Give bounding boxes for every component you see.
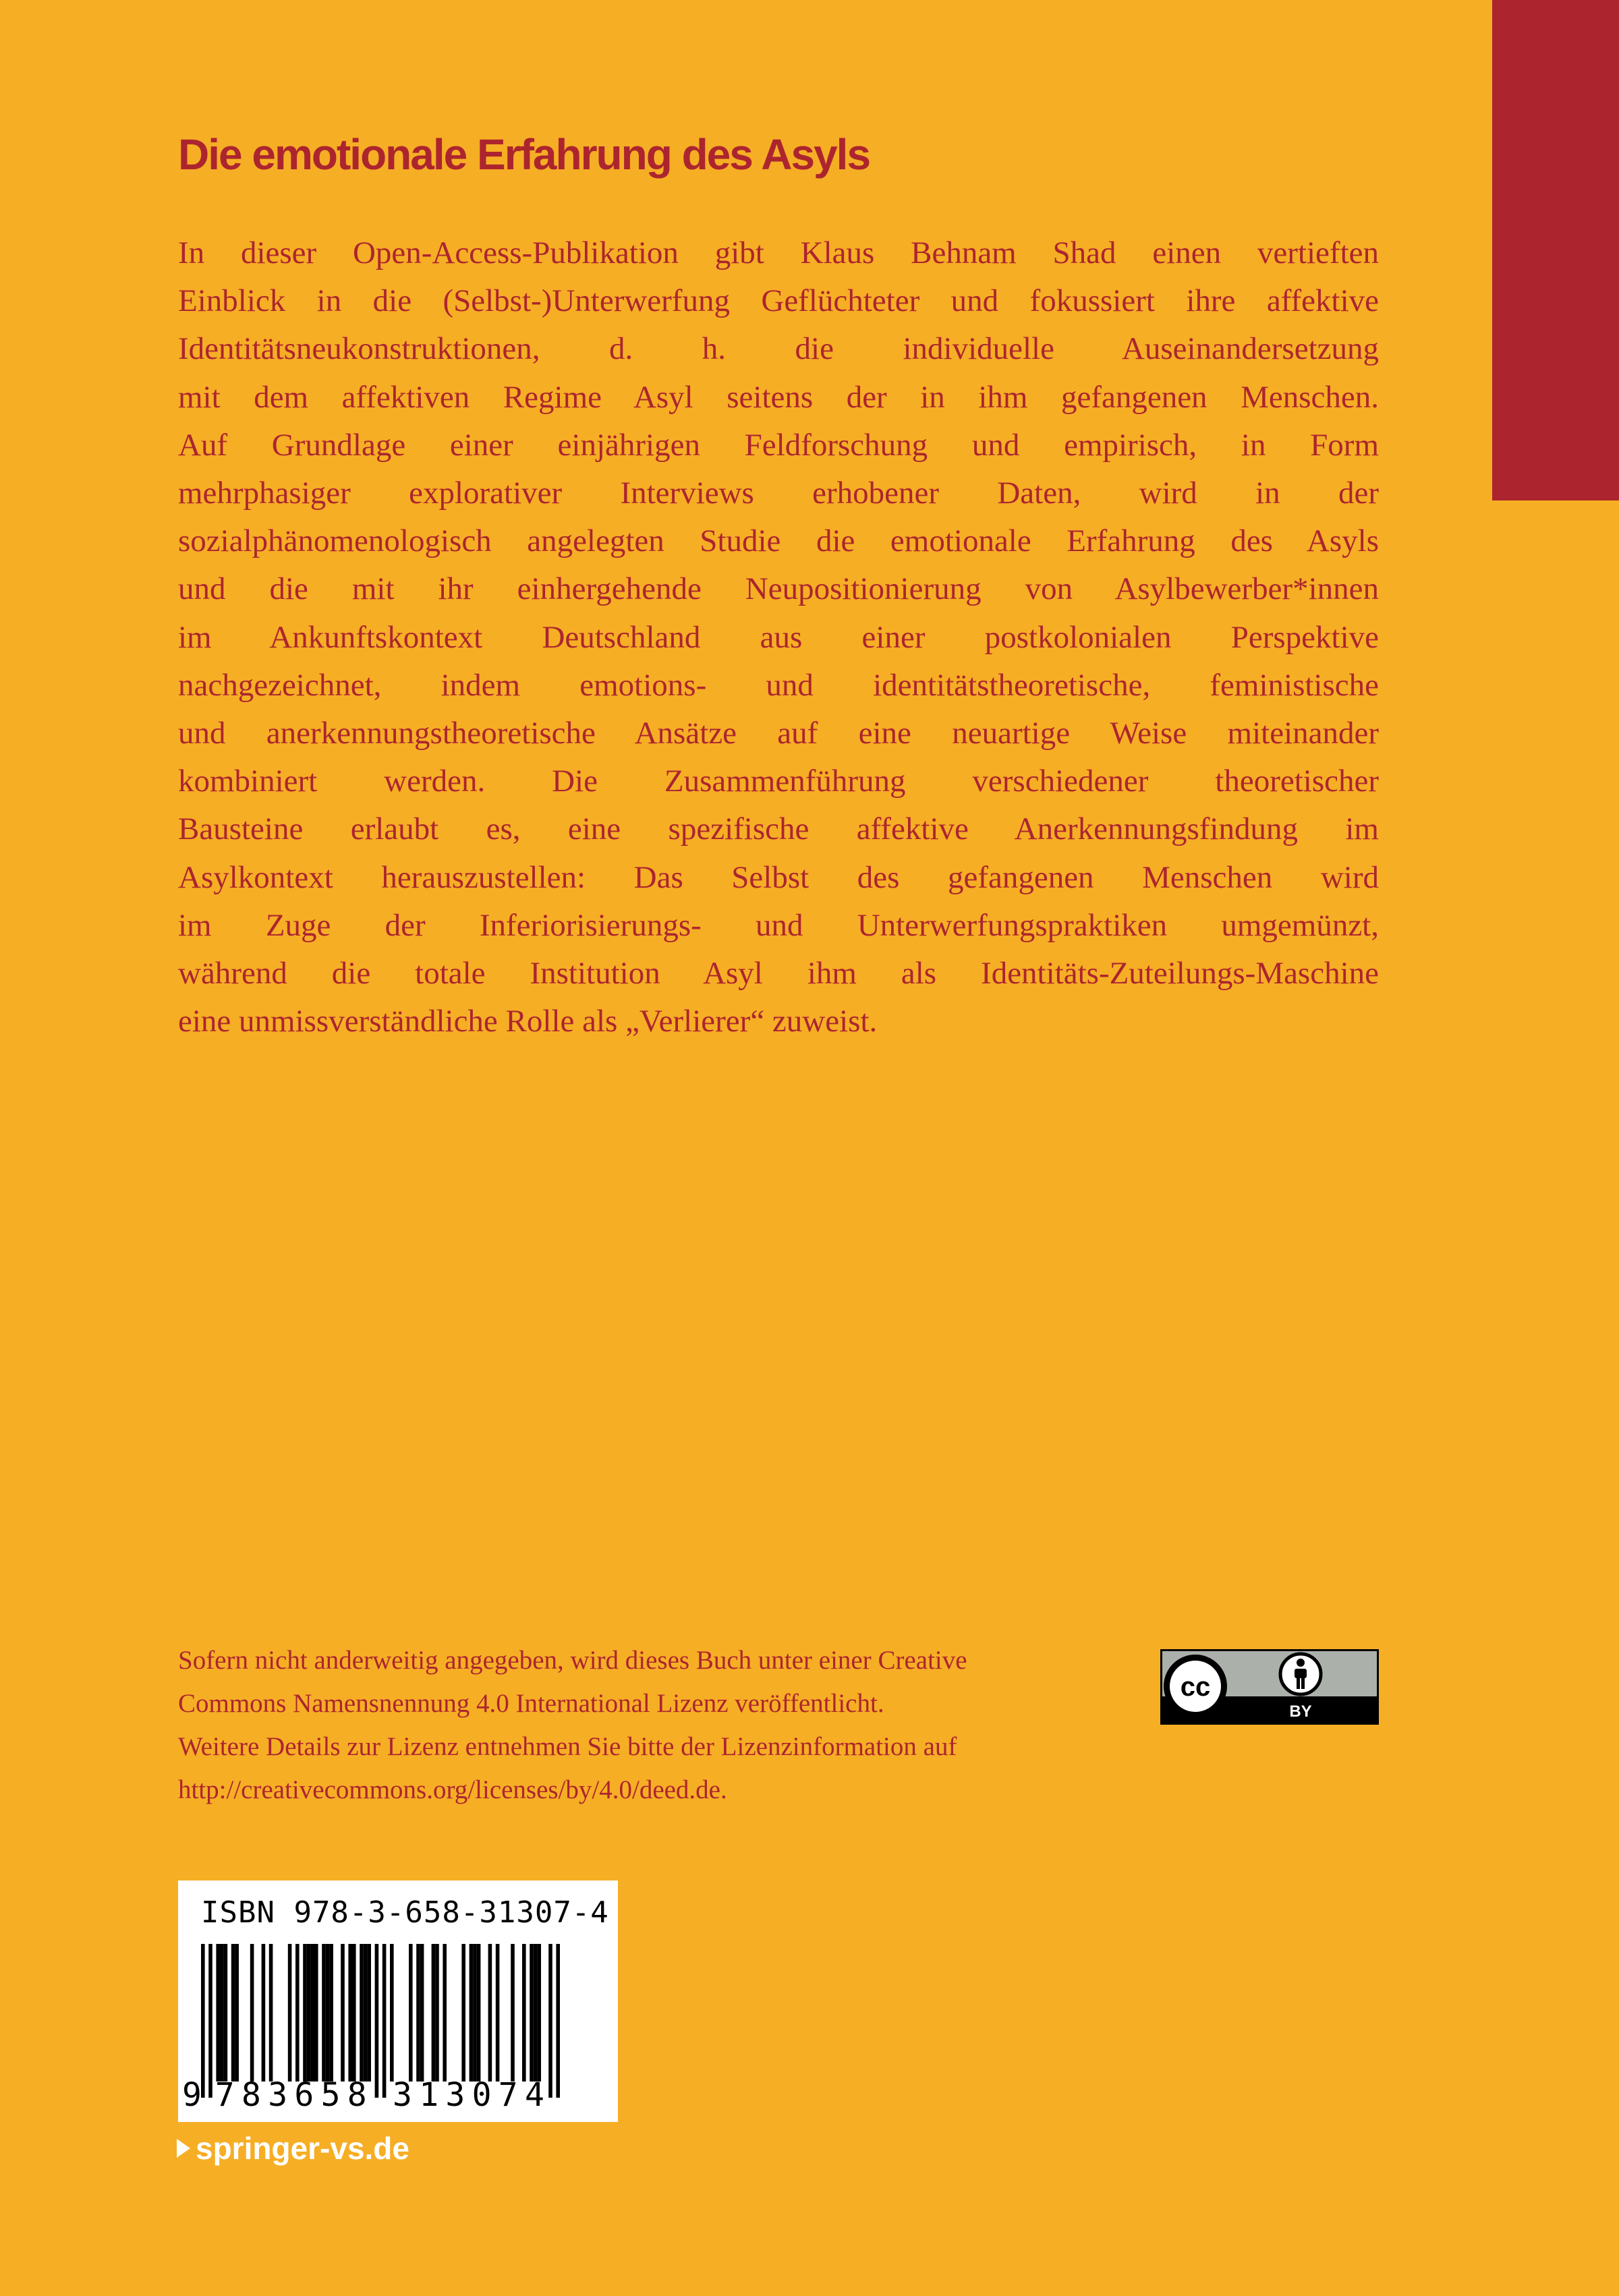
ean-digit: 9 xyxy=(182,2076,202,2114)
ean-digit: 8 xyxy=(242,2076,261,2114)
barcode-bar xyxy=(360,1944,364,2082)
ean-digit: 3 xyxy=(445,2076,465,2114)
barcode-bar xyxy=(488,1944,492,2082)
barcode-bar xyxy=(341,1944,345,2082)
barcode-bar xyxy=(224,1944,228,2082)
barcode-bar xyxy=(329,1944,333,2082)
barcode-bar xyxy=(216,1944,220,2082)
isbn-label: ISBN 978-3-658-31307-4 xyxy=(201,1895,609,1930)
ean-digit: 3 xyxy=(393,2076,412,2114)
barcode-bar xyxy=(375,1944,379,2098)
barcode-bar xyxy=(432,1944,436,2082)
license-line: Weitere Details zur Lizenz entnehmen Sie bitte der Lizenzinformation auf xyxy=(178,1732,957,1761)
description-line: und die mit ihr einhergehende Neupositionierung von Asylbewerber*innen xyxy=(178,571,1379,607)
red-corner-tab xyxy=(1492,0,1619,500)
description-line: mehrphasiger explorativer Interviews erhobener Daten, wird in der xyxy=(178,476,1379,511)
description-line: Bausteine erlaubt es, eine spezifische affektive Anerkennungsfindung im xyxy=(178,811,1379,847)
barcode-bar xyxy=(208,1944,212,2098)
description-line: im Ankunftskontext Deutschland aus einer postkolonialen Perspektive xyxy=(178,619,1379,655)
barcode-bar xyxy=(314,1944,318,2082)
barcode-bar xyxy=(322,1944,326,2082)
barcode-bar xyxy=(310,1944,314,2082)
license-notice xyxy=(178,1639,1123,1812)
barcode-bar xyxy=(326,1944,330,2082)
barcode-bar xyxy=(262,1944,266,2082)
creative-commons-icon xyxy=(1164,1655,1227,1718)
description-line: und anerkennungstheoretische Ansätze auf eine neuartige Weise miteinander xyxy=(178,716,1379,751)
book-title: Die emotionale Erfahrung des Asyls xyxy=(178,130,870,179)
description-line: nachgezeichnet, indem emotions- und identitätstheoretische, feministische xyxy=(178,667,1379,703)
barcode-bar xyxy=(556,1944,560,2098)
barcode-bar xyxy=(530,1944,534,2082)
barcode-bar xyxy=(269,1944,273,2082)
description-line: Einblick in die (Selbst-)Unterwerfung Geflüchteter und fokussiert ihre affektive xyxy=(178,283,1379,319)
barcode-bar xyxy=(511,1944,515,2082)
barcode-bar xyxy=(352,1944,356,2082)
barcode-bar xyxy=(477,1944,481,2082)
barcode-bar xyxy=(231,1944,235,2082)
barcode-bar xyxy=(220,1944,224,2082)
barcode-bar xyxy=(348,1944,352,2082)
ean-digit: 0 xyxy=(472,2076,492,2114)
description-line: kombiniert werden. Die Zusammenführung verschiedener theoretischer xyxy=(178,764,1379,799)
ean-digit: 7 xyxy=(215,2076,235,2114)
barcode-bar xyxy=(496,1944,500,2082)
barcode-bar xyxy=(390,1944,394,2082)
description-line: Identitätsneukonstruktionen, d. h. die individuelle Auseinandersetzung xyxy=(178,331,1379,367)
ean-digit: 3 xyxy=(268,2076,288,2114)
ean-digit: 1 xyxy=(419,2076,439,2114)
license-line: Commons Namensnennung 4.0 International Lizenz veröffentlicht. xyxy=(178,1689,884,1718)
barcode-bar xyxy=(522,1944,526,2082)
barcode-bar xyxy=(201,1944,205,2098)
barcode-bar xyxy=(473,1944,477,2082)
description-line: sozialphänomenologisch angelegten Studie die emotionale Erfahrung des Asyls xyxy=(178,523,1379,559)
license-url[interactable]: http://creativecommons.org/licenses/by/4.0/deed.de. xyxy=(178,1775,727,1804)
isbn-barcode xyxy=(178,1881,618,2122)
barcode-bar xyxy=(382,1944,387,2098)
barcode-bar xyxy=(534,1944,538,2082)
description-line: eine unmissverständliche Rolle als „Verlierer“ zuweist. xyxy=(178,1004,878,1039)
barcode-bar xyxy=(409,1944,413,2082)
ean-digit: 8 xyxy=(347,2076,367,2114)
barcode-bar xyxy=(367,1944,371,2082)
description-line: Auf Grundlage einer einjährigen Feldforschung und empirisch, in Form xyxy=(178,427,1379,463)
barcode-bar xyxy=(443,1944,447,2082)
barcode-bar xyxy=(461,1944,465,2082)
barcode-bar xyxy=(420,1944,424,2082)
description-line: Asylkontext herauszustellen: Das Selbst des gefangenen Menschen wird xyxy=(178,859,1379,895)
barcode-bar xyxy=(307,1944,311,2082)
by-label: BY xyxy=(1289,1702,1312,1721)
ean-digit: 7 xyxy=(498,2076,518,2114)
description-line: In dieser Open-Access-Publikation gibt Klaus Behnam Shad einen vertieften xyxy=(178,235,1379,270)
barcode-bar xyxy=(250,1944,254,2082)
ean-digits xyxy=(178,2076,618,2119)
barcode-bar xyxy=(470,1944,474,2082)
barcode-bar xyxy=(537,1944,541,2082)
barcode-bar xyxy=(435,1944,439,2082)
cc-by-license-badge[interactable] xyxy=(1160,1649,1379,1725)
attribution-person-icon xyxy=(1280,1654,1321,1694)
website-label: springer-vs.de xyxy=(196,2131,409,2166)
barcode-bar xyxy=(303,1944,307,2082)
barcode-bar xyxy=(288,1944,292,2082)
barcode-bar xyxy=(364,1944,368,2082)
description-line: im Zuge der Inferiorisierungs- und Unterwerfungspraktiken umgemünzt, xyxy=(178,907,1379,943)
book-description xyxy=(178,229,1379,1045)
barcode-bar xyxy=(295,1944,300,2082)
barcode-bar xyxy=(416,1944,420,2082)
barcode-bar xyxy=(548,1944,552,2098)
license-line: Sofern nicht anderweitig angegeben, wird dieses Buch unter einer Creative xyxy=(178,1646,967,1675)
cc-label: cc xyxy=(1180,1672,1211,1702)
ean-digit: 5 xyxy=(320,2076,341,2114)
barcode-bar xyxy=(235,1944,239,2082)
description-line: mit dem affektiven Regime Asyl seitens der in ihm gefangenen Menschen. xyxy=(178,379,1379,415)
description-line: während die totale Institution Asyl ihm als Identitäts-Zuteilungs-Maschine xyxy=(178,956,1379,992)
ean-digit: 6 xyxy=(294,2076,314,2114)
publisher-website-link[interactable] xyxy=(177,2130,409,2166)
ean-digit: 4 xyxy=(525,2076,544,2114)
arrow-right-icon xyxy=(177,2139,190,2158)
